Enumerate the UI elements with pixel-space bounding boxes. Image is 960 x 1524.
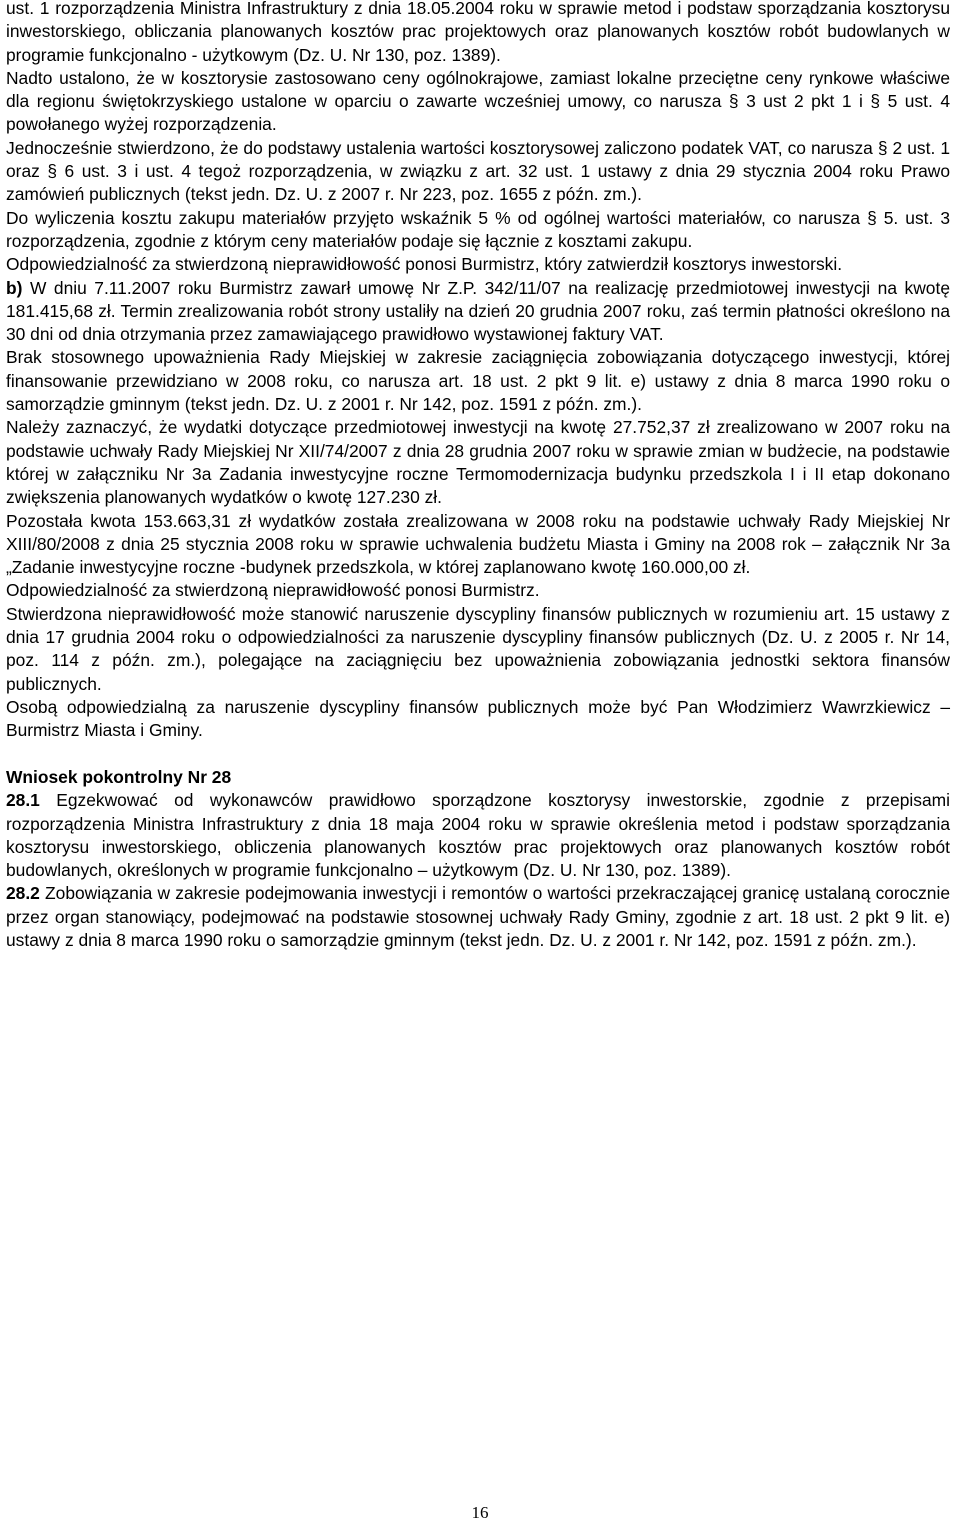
paragraph-vat: Jednocześnie stwierdzono, że do podstawy ustalenia wartości kosztorysowej zaliczono podatek VAT, co narusza § 2 ust. 1 oraz § 6 ust. 3 i ust. 4 tegoż rozporządzenia, w związku z art. 32 ust. 1 ustawy z dnia 29 stycznia 2004 roku Prawo zamówień publicznych (tekst jedn. Dz. U. z 2007 r. Nr 223, poz. 1655 z późn. zm.). [6, 137, 950, 205]
paragraph-responsibility-mayor: Odpowiedzialność za stwierdzoną nieprawidłowość ponosi Burmistrz. [6, 580, 540, 601]
paragraph-national-prices: Nadto ustalono, że w kosztorysie zastosowano ceny ogólnokrajowe, zamiast lokalne przeciętne ceny rynkowe właściwe dla regionu świętokrzyskiego ustalone w oparciu o zawarte wcześniej umowy, co narusza § 3 ust 2 pkt 1 i § 5 ust. 4 powołanego wyżej rozporządzenia. [6, 67, 950, 135]
conclusion-item [6, 789, 950, 882]
section-b-label: b) [6, 277, 23, 298]
conclusion-text: Egzekwować od wykonawców prawidłowo sporządzone kosztorysy inwestorskie, zgodnie z przepisami rozporządzenia Ministra Infrastruktury z dnia 18 maja 2004 roku w sprawie określenia metod i podstaw sporządzania kosztorysu inwestorskiego, obliczenia planowanych kosztów prac projektowych oraz planowanych kosztów robót budowlanych, określonych w programie funkcjonalno – użytkowym (Dz. U. Nr 130, poz. 1389). [6, 790, 950, 881]
paragraph-discipline-violation: Stwierdzona nieprawidłowość może stanowić naruszenie dyscypliny finansów publicznych w rozumieniu art. 15 ustawy z dnia 17 grudnia 2004 roku o odpowiedzialności za naruszenie dyscypliny finansów publicznych (Dz. U. z 2005 r. Nr 14, poz. 114 z późn. zm.), polegające na zaciągnięciu bez upoważnienia zobowiązania jednostki sektora finansów publicznych. [6, 603, 950, 694]
conclusion-number: 28.2 [6, 883, 40, 904]
conclusion-number: 28.1 [6, 790, 40, 811]
page-number: 16 [471, 1503, 489, 1522]
paragraph-responsibility-estimate: Odpowiedzialność za stwierdzoną nieprawidłowość ponosi Burmistrz, który zatwierdził kosztorys inwestorski. [6, 254, 843, 275]
document-body [6, 0, 950, 952]
paragraph-no-authorization: Brak stosownego upoważnienia Rady Miejskiej w zakresie zaciągnięcia zobowiązania dotyczącego inwestycji, której finansowanie przewidziano w 2008 roku, co narusza art. 18 ust. 2 pkt 9 lit. e) ustawy z dnia 8 marca 1990 roku o samorządzie gminnym (tekst jedn. Dz. U. z 2001 r. Nr 142, poz. 1591 z późn. zm.). [6, 347, 950, 415]
conclusion-item [6, 882, 950, 952]
paragraph-section-b [6, 277, 950, 347]
paragraph-material-costs: Do wyliczenia kosztu zakupu materiałów przyjęto wskaźnik 5 % od ogólnej wartości materiałów, co narusza § 5. ust. 3 rozporządzenia, zgodnie z którym ceny materiałów podaje się łącznie z kosztami zakupu. [6, 207, 950, 251]
paragraph-2007-expenses: Należy zaznaczyć, że wydatki dotyczące przedmiotowej inwestycji na kwotę 27.752,37 zł zrealizowano w 2007 roku na podstawie uchwały Rady Miejskiej Nr XII/74/2007 z dnia 28 grudnia 2007 roku w sprawie zmian w budżecie, na podstawie której w załączniku Nr 3a Zadania inwestycyjne roczne Termomodernizacja budynku przedszkola I i II etap dokonano zwiększenia planowanych wydatków o kwotę 127.230 zł. [6, 417, 950, 508]
paragraph-responsible-person: Osobą odpowiedzialną za naruszenie dyscypliny finansów publicznych może być Pan Włodzimierz Wawrzkiewicz – Burmistrz Miasta i Gminy. [6, 696, 950, 741]
section-b-text: W dniu 7.11.2007 roku Burmistrz zawarł umowę Nr Z.P. 342/11/07 na realizację przedmiotowej inwestycji na kwotę 181.415,68 zł. Termin zrealizowania robót strony ustaliły na dzień 20 grudnia 2007 roku, zaś termin płatności określono na 30 dni od dnia otrzymania przez zamawiającego prawidłowo wystawionej faktury VAT. [6, 277, 950, 345]
paragraph-remaining-amount: Pozostała kwota 153.663,31 zł wydatków została zrealizowana w 2008 roku na podstawie uchwały Rady Miejskiej Nr XIII/80/2008 z dnia 25 stycznia 2008 roku w sprawie uchwalenia budżetu Miasta i Gminy na 2008 rok – załącznik Nr 3a „Zadanie inwestycyjne roczne -budynek przedszkola, w której zaplanowano kwotę 160.000,00 zł. [6, 510, 950, 578]
conclusion-heading: Wniosek pokontrolny Nr 28 [6, 767, 232, 787]
conclusion-text: Zobowiązania w zakresie podejmowania inwestycji i remontów o wartości przekraczającej granicę ustalaną corocznie przez organ stanowiący, podejmować na podstawie stosownej uchwały Rady Gminy, zgodnie z art. 18 ust. 2 pkt 9 lit. e) ustawy z dnia 8 marca 1990 roku o samorządzie gminnym (tekst jedn. Dz. U. z 2001 r. Nr 142, poz. 1591 z późn. zm.). [6, 883, 950, 951]
paragraph-regulation-citation: ust. 1 rozporządzenia Ministra Infrastruktury z dnia 18.05.2004 roku w sprawie metod i podstaw sporządzania kosztorysu inwestorskiego, obliczania planowanych kosztów prac projektowych oraz planowanych kosztów robót budowlanych w programie funkcjonalno - użytkowym (Dz. U. Nr 130, poz. 1389). [6, 0, 950, 65]
spacer [6, 743, 950, 767]
